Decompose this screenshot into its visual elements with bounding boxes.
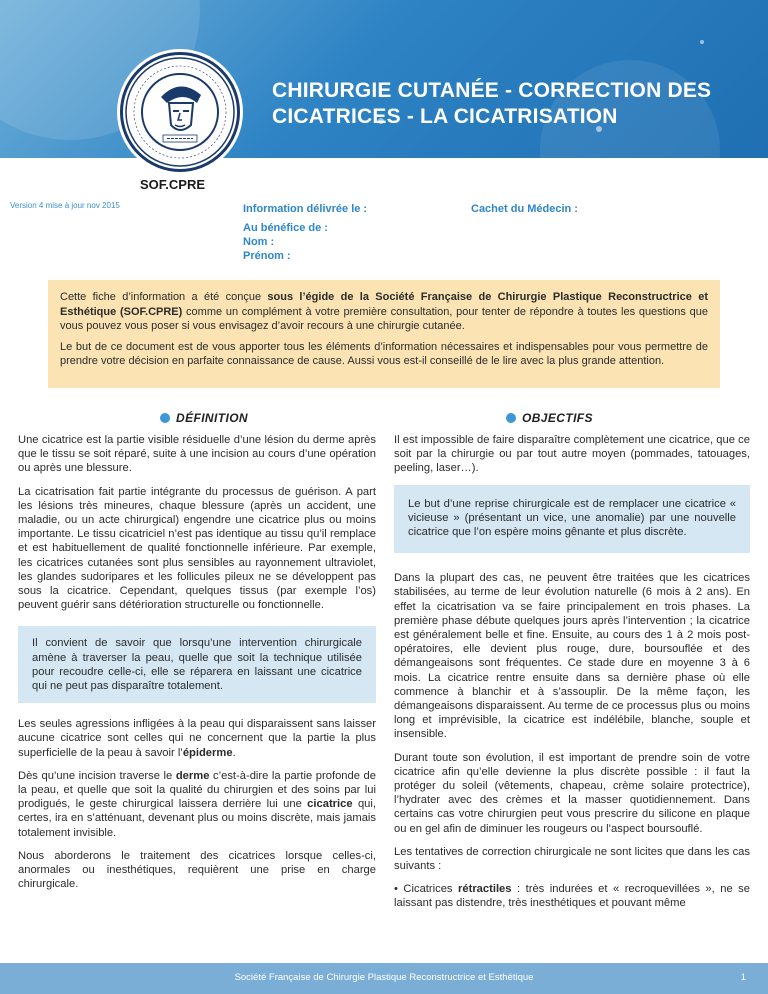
seal-emblem-icon [123,55,237,169]
intro-paragraph: Le but de ce document est de vous apporter tous les éléments d’information nécessaires et indispensables pour vous permettre de prendre votre décision en parfaite connaissance de cause. Aussi vous est-il conseillé de le lire avec la plus grande attention. [60,340,708,367]
version-text: Version 4 mise à jour nov 2015 [10,201,120,210]
page-number: 1 [740,972,746,983]
intro-paragraph: Cette fiche d’information a été conçue sous l’égide de la Société Française de Chirurgie Plastique Reconstructrice et Esthétique (SOF.CPRE) comme un complément à votre première consultation, pour tenter de répondre à toutes les questions que vous pouvez vous poser si vous envisagez d’avoir recours à une chirurgie cutanée. [60,291,708,332]
objectifs-paragraph: Durant toute son évolution, il est important de prendre soin de votre cicatrice afin qu’elle devienne la plus discrète possible : il faut la protéger du soleil (vêtements, chapeau, crème solaire protectrice), l’hydrater avec des crèmes et la masser quotidiennement. Dans certains cas votre chirurgien peut vous prescrire du silicone en plaque ou en gel afin de diminuer les rougeurs ou l’aspect boursouflé. [394,751,750,835]
definition-paragraph: Les seules agressions infligées à la peau qui disparaissent sans laisser aucune cicatrice sont celles qui ne concernent que la partie la plus superficielle de la peau à savoir l’épiderme. [18,718,376,759]
objectifs-paragraph: Les tentatives de correction chirurgicale ne sont licites que dans les cas suivants : [394,845,750,873]
page-footer [0,963,768,994]
objectifs-paragraph: Dans la plupart des cas, ne peuvent être traitées que les cicatrices stabilisées, au terme de leur évolution naturelle (6 mois à 2 ans). En effet la cicatrisation va se faire principalement en trois phases. La première phase débute quelques jours après l’intervention ; la cicatrice est généralement belle et fine. Ensuite, au cours des 1 à 2 mois post-opératoires, elle devient plus rouge, dure, boursouflée et des démangeaisons sont fréquentes. Ce stade dure en moyenne 3 à 6 mois. La cicatrice rentre ensuite dans sa dernière phase où elle commence à blanchir et à s’assouplir. De la même façon, les démangeaisons disparaissent. Au terme de ce processus plus ou moins long et imprévisible, la cicatrice est indélébile, blanche, souple et insensible. [394,572,750,741]
info-date-label: Information délivrée le : [243,203,368,215]
page-title: CHIRURGIE CUTANÉE - CORRECTION DES CICATRICES - LA CICATRISATION [272,79,712,128]
definition-paragraph: Nous aborderons le traitement des cicatrices lorsque celles-ci, anormales ou inesthétiques, requièrent une prise en charge chirurgicale. [18,849,376,891]
first-name-label: Prénom : [243,250,291,262]
header-banner [0,0,768,158]
bullet-icon [506,413,516,423]
banner-dot [700,40,704,44]
society-seal-logo [120,52,240,172]
objectifs-paragraph: Il est impossible de faire disparaître complètement une cicatrice, que ce soit par la chirurgie ou par tout autre moyen (pommades, tatouages, peeling, laser…). [394,434,750,475]
definition-paragraph: Dès qu’une incision traverse le derme c’est-à-dire la partie profonde de la peau, et quelle que soit la qualité du chirurgien et des soins par lui prodigués, le geste chirurgical laissera derrière lui une cicatrice qui, certes, ira en s’atténuant, devenant plus ou moins discrète, mais jamais totalement invisible. [18,769,376,839]
definition-paragraph: Une cicatrice est la partie visible résiduelle d’une lésion du derme après que le tissu se soit réparé, suite à une incision au cours d’une opération ou après une blessure. [18,434,376,475]
definition-column [18,433,376,900]
beneficiary-label: Au bénéfice de : [243,222,328,234]
objectifs-highlight-box: Le but d’une reprise chirurgicale est de remplacer une cicatrice « vicieuse » (présentant un vice, une anomalie) par une nouvelle cicatrice que l’on espère moins gênante et plus discrète. [394,485,750,554]
objectifs-column [394,433,750,920]
objectifs-paragraph: • Cicatrices rétractiles : très indurées et « recroquevillées », ne se laissant pas distendre, très inesthétiques et pouvant même [394,883,750,910]
doctor-stamp-label: Cachet du Médecin : [471,203,578,215]
definition-highlight-box: Il convient de savoir que lorsqu’une intervention chirurgicale amène à traverser la peau, quelle que soit la technique utilisée pour recoudre celle-ci, elle se réparera en laissant une cicatrice qui ne peut pas disparaître totalement. [18,626,376,703]
logo-label: SOF.CPRE [140,177,206,192]
definition-heading: DÉFINITION [160,411,248,425]
intro-box [48,280,720,388]
objectifs-heading: OBJECTIFS [506,411,593,425]
footer-text: Société Française de Chirurgie Plastique Reconstructrice et Esthétique [234,972,534,983]
definition-paragraph: La cicatrisation fait partie intégrante du processus de guérison. A part les lésions très mineures, chaque blessure (après un accident, une maladie, ou un acte chirurgical) engendre une cicatrice plus ou moins importante. Le tissu cicatriciel n’est pas identique au tissu qu’il remplace et est habituellement de qualité fonctionnelle inférieure. Par exemple, les cicatrices cutanées sont plus sensibles au rayonnement ultraviolet, les glandes sudoripares et les follicules pileux ne se développent pas sous la cicatrice. Cependant, quelques tissus (par exemple l’os) peuvent guérir sans détérioration structurelle ou fonctionnelle. [18,485,376,612]
bullet-icon [160,413,170,423]
last-name-label: Nom : [243,236,275,248]
